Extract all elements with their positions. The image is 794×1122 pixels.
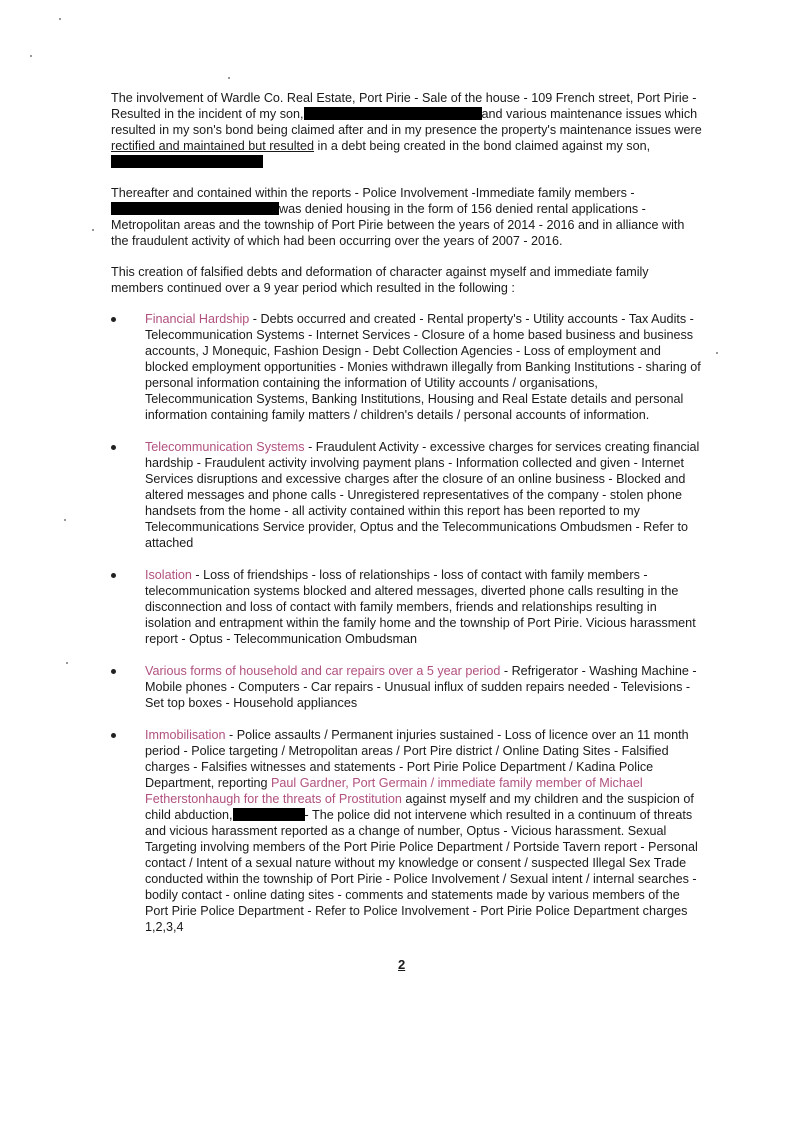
bullet-dot-icon	[111, 573, 116, 578]
bullet-heading: Various forms of household and car repairs over a 5 year period	[145, 664, 501, 678]
bullet-text: - Loss of friendships - loss of relationships - loss of contact with family members - telecommunication systems blocked and altered messages, diverted phone calls resulting in the disconnection and loss of contact with family members, friends and relationships resulting in isolation and entrapment within the family home and the township of Port Pirie. Vicious harassment report - Optus - Telecommunication Ombudsman	[145, 568, 696, 646]
bullet-text-3: - The police did not intervene which resulted in a continuum of threats and vicious harassment reported as a change of number, Optus - Vicious harassment. Sexual Targeting involving members of the Port Pirie Police Department / Portside Tavern report - Personal contact / Intent of a sexual nature without my knowledge or consent / suspected Illegal Sex Trade conducted within the township of Port Pirie - Police Involvement / Sexual intent / internal searches - bodily contact - online dating sites - comments and statements made by various members of the Port Pirie Police Department - Refer to Police Involvement - Port Pirie Police Department charges 1,2,3,4	[145, 808, 698, 934]
bullet-text: - Police assaults / Permanent injuries sustained - Loss of licence over an 11 month period - Police targeting / Metropolitan areas / Port Pire district / Online Dating Sites - Falsified charges - Falsifies witnesses and statements - Port Pirie Police Department / Kadina Police Department, reporting	[145, 728, 689, 790]
redaction-bar	[304, 107, 482, 120]
paragraph-wardle-real-estate	[111, 90, 703, 170]
bullet-text: - Fraudulent Activity - excessive charges for services creating financial hardship - Fraudulent activity involving payment plans - Information collected and given - Internet Services disruptions and excessive charges after the closure of an online business - Blocked and altered messages and phone calls - Unregistered representatives of the company - stolen phone handsets from the home - all activity contained within this report has been reported to my Telecommunications Service provider, Optus and the Telecommunications Ombudsmen - Refer to attached	[145, 440, 700, 550]
p1-text-d: in a debt being created in the bond claimed against my son,	[314, 139, 651, 153]
scan-speck	[64, 519, 66, 521]
scan-speck	[59, 18, 61, 20]
bullet-heading: Immobilisation	[145, 728, 226, 742]
list-item-telecommunication-systems	[111, 439, 703, 551]
bullet-text: - Refrigerator - Washing Machine - Mobile phones - Computers - Car repairs - Unusual influx of sudden repairs needed - Televisions - Set top boxes - Household appliances	[145, 664, 697, 710]
scan-speck	[66, 662, 68, 664]
p2-text-b: was denied housing in the form of 156 denied rental applications - Metropolitan areas and the township of Port Pirie between the years of 2014 - 2016 and in alliance with the fraudulent activity of which had been occurring over the years of 2007 - 2016.	[111, 202, 685, 248]
consequences-list	[111, 311, 703, 951]
bullet-dot-icon	[111, 317, 116, 322]
bullet-highlight-text: Paul Gardner, Port Germain / immediate family member of Michael Fetherstonhaugh for the threats of Prostitution	[145, 776, 643, 806]
p1-underlined-text: rectified and maintained but resulted	[111, 139, 315, 153]
bullet-text: - Debts occurred and created - Rental property's - Utility accounts - Tax Audits - Telecommunication Systems - Internet Services - Closure of a home based business and business accounts, J Monequic, Fashion Design - Debt Collection Agencies - Loss of employment and blocked employment opportunities - Monies withdrawn illegally from Banking Institutions - sharing of personal information containing the information of Utility accounts / organisations, Telecommunication Systems, Banking Institutions, Housing and Real Estate details and personal information containing family matters / children's details / personal accounts of information.	[145, 312, 701, 422]
list-item-financial-hardship	[111, 311, 703, 423]
p3-text: This creation of falsified debts and deformation of character against myself and immediate family members continued over a 9 year period which resulted in the following :	[111, 265, 649, 295]
paragraph-police-involvement	[111, 185, 703, 249]
p1-text-a: The involvement of Wardle Co. Real Estate, Port Pirie - Sale of the house - 109 French street, Port Pirie - Resulted in the incident of my son,	[111, 91, 697, 121]
list-item-immobilisation	[111, 727, 703, 935]
page-number: 2	[398, 957, 406, 972]
redaction-bar	[233, 808, 305, 821]
p2-text-a: Thereafter and contained within the reports - Police Involvement -Immediate family members -	[111, 186, 635, 200]
bullet-heading: Isolation	[145, 568, 192, 582]
bullet-dot-icon	[111, 445, 116, 450]
scan-speck	[30, 55, 32, 57]
bullet-text-2: against myself and my children and the suspicion of child abduction,	[145, 792, 694, 822]
bullet-dot-icon	[111, 669, 116, 674]
redaction-bar	[111, 155, 263, 168]
redaction-bar	[111, 202, 279, 215]
bullet-heading: Telecommunication Systems	[145, 440, 305, 454]
scan-speck	[92, 229, 94, 231]
paragraph-falsified-debts	[111, 264, 703, 296]
p1-text-b: and various maintenance issues which resulted in my son's bond being claimed after and in my presence the property's maintenance issues were	[111, 107, 702, 137]
list-item-household-repairs	[111, 663, 703, 711]
scan-speck	[228, 77, 230, 79]
scan-speck	[716, 352, 718, 354]
bullet-dot-icon	[111, 733, 116, 738]
bullet-heading: Financial Hardship	[145, 312, 250, 326]
list-item-isolation	[111, 567, 703, 647]
